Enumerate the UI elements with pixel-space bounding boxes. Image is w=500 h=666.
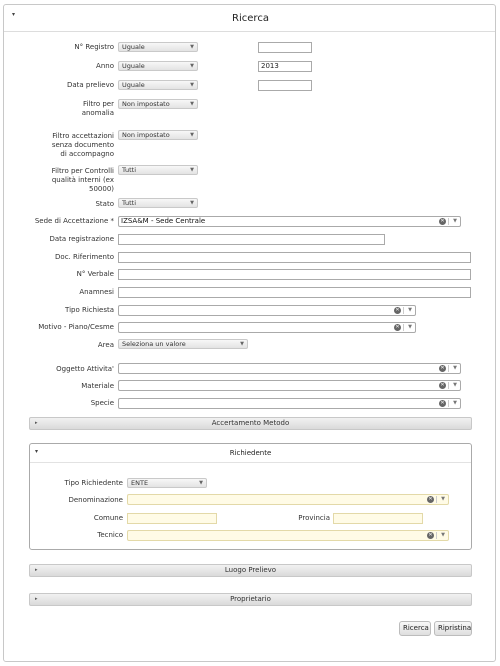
chevron-down-icon: ▼ (190, 63, 194, 69)
chevron-down-icon: ▼ (453, 400, 457, 406)
specie-label: Specie (90, 399, 114, 407)
chevron-down-icon: ▼ (408, 324, 412, 330)
clear-icon[interactable]: ✕ (395, 324, 400, 330)
anamnesi-label: Anamnesi (79, 288, 114, 296)
verbale-label: N° Verbale (76, 270, 114, 278)
anno-input[interactable]: 2013 (258, 61, 312, 72)
section-accertamento-metodo[interactable]: ▸ Accertamento Metodo (29, 417, 472, 430)
header-divider (4, 31, 495, 32)
clear-icon[interactable]: ✕ (440, 400, 445, 406)
section-proprietario[interactable]: ▸ Proprietario (29, 593, 472, 606)
richiedente-title: Richiedente (229, 449, 272, 457)
chevron-down-icon: ▼ (453, 365, 457, 371)
chevron-right-icon: ▸ (35, 420, 38, 426)
oggetto-label: Oggetto Attivita' (56, 365, 114, 373)
motivo-label: Motivo - Piano/Cesme (38, 323, 114, 331)
motivo-combobox[interactable] (118, 322, 416, 333)
collapse-toggle-icon[interactable]: ▾ (12, 11, 16, 18)
clear-icon[interactable]: ✕ (395, 307, 400, 313)
chevron-down-icon: ▼ (453, 382, 457, 388)
registro-operator-select[interactable]: Uguale ▼ (118, 42, 198, 52)
ricerca-button[interactable]: Ricerca (399, 621, 431, 636)
specie-combobox[interactable] (118, 398, 461, 409)
registro-label: N° Registro (74, 43, 114, 51)
chevron-down-icon: ▼ (190, 101, 194, 107)
chevron-down-icon: ▼ (190, 200, 194, 206)
chevron-down-icon: ▼ (441, 532, 445, 538)
comune-label: Comune (93, 514, 123, 522)
tipo-richiedente-select[interactable]: ENTE ▼ (127, 478, 207, 488)
doc-riferimento-label: Doc. Riferimento (55, 253, 114, 261)
chevron-down-icon: ▼ (453, 218, 457, 224)
sede-label: Sede di Accettazione * (34, 217, 114, 225)
panel-title: Ricerca (232, 13, 269, 24)
area-select[interactable]: Seleziona un valore ▼ (118, 339, 248, 349)
data-registrazione-label: Data registrazione (49, 235, 114, 243)
filtro-controlli-select[interactable]: Tutti ▼ (118, 165, 198, 175)
provincia-input[interactable] (333, 513, 423, 524)
stato-select[interactable]: Tutti ▼ (118, 198, 198, 208)
oggetto-combobox[interactable] (118, 363, 461, 374)
stato-label: Stato (95, 200, 114, 208)
filtro-controlli-label: Filtro per Controlli qualità interni (ex 50000) (51, 167, 114, 193)
clear-icon[interactable]: ✕ (428, 496, 433, 502)
doc-riferimento-input[interactable] (118, 252, 471, 263)
chevron-down-icon: ▼ (441, 496, 445, 502)
denominazione-combobox[interactable] (127, 494, 449, 505)
richiedente-section (29, 443, 472, 550)
data-prelievo-label: Data prelievo (66, 81, 114, 89)
provincia-label: Provincia (298, 514, 330, 522)
chevron-right-icon: ▸ (35, 567, 38, 573)
verbale-input[interactable] (118, 269, 471, 280)
tecnico-label: Tecnico (97, 531, 123, 539)
ricerca-panel (3, 4, 496, 662)
denominazione-label: Denominazione (68, 496, 123, 504)
sede-combobox[interactable]: IZSA&M - Sede Centrale ✕ ▼ (118, 216, 461, 227)
area-label: Area (97, 341, 114, 349)
chevron-down-icon: ▼ (190, 132, 194, 138)
tipo-richiesta-label: Tipo Richiesta (65, 306, 114, 314)
clear-icon[interactable]: ✕ (428, 532, 433, 538)
anno-label: Anno (96, 62, 114, 70)
materiale-combobox[interactable] (118, 380, 461, 391)
anno-operator-select[interactable]: Uguale ▼ (118, 61, 198, 71)
anamnesi-input[interactable] (118, 287, 471, 298)
clear-icon[interactable]: ✕ (440, 365, 445, 371)
filtro-anomalia-label: Filtro per anomalia (81, 100, 114, 117)
filtro-anomalia-select[interactable]: Non impostato ▼ (118, 99, 198, 109)
data-registrazione-input[interactable] (118, 234, 385, 245)
data-prelievo-operator-select[interactable]: Uguale ▼ (118, 80, 198, 90)
comune-input[interactable] (127, 513, 217, 524)
data-prelievo-input[interactable] (258, 80, 312, 91)
chevron-down-icon: ▼ (408, 307, 412, 313)
filtro-accettazioni-select[interactable]: Non impostato ▼ (118, 130, 198, 140)
filtro-accettazioni-label: Filtro accettazioni senza documento di accompagno (51, 132, 114, 158)
richiedente-divider (30, 462, 471, 463)
section-luogo-prelievo[interactable]: ▸ Luogo Prelievo (29, 564, 472, 577)
ripristina-button[interactable]: Ripristina (434, 621, 472, 636)
tipo-richiedente-label: Tipo Richiedente (64, 479, 123, 487)
chevron-down-icon: ▼ (240, 341, 244, 347)
chevron-down-icon: ▼ (190, 167, 194, 173)
collapse-toggle-icon[interactable]: ▾ (35, 448, 39, 455)
clear-icon[interactable]: ✕ (440, 382, 445, 388)
chevron-down-icon: ▼ (199, 480, 203, 486)
chevron-down-icon: ▼ (190, 82, 194, 88)
materiale-label: Materiale (81, 382, 114, 390)
chevron-right-icon: ▸ (35, 596, 38, 602)
clear-icon[interactable]: ✕ (440, 218, 445, 224)
tipo-richiesta-combobox[interactable] (118, 305, 416, 316)
chevron-down-icon: ▼ (190, 44, 194, 50)
registro-input[interactable] (258, 42, 312, 53)
tecnico-combobox[interactable] (127, 530, 449, 541)
